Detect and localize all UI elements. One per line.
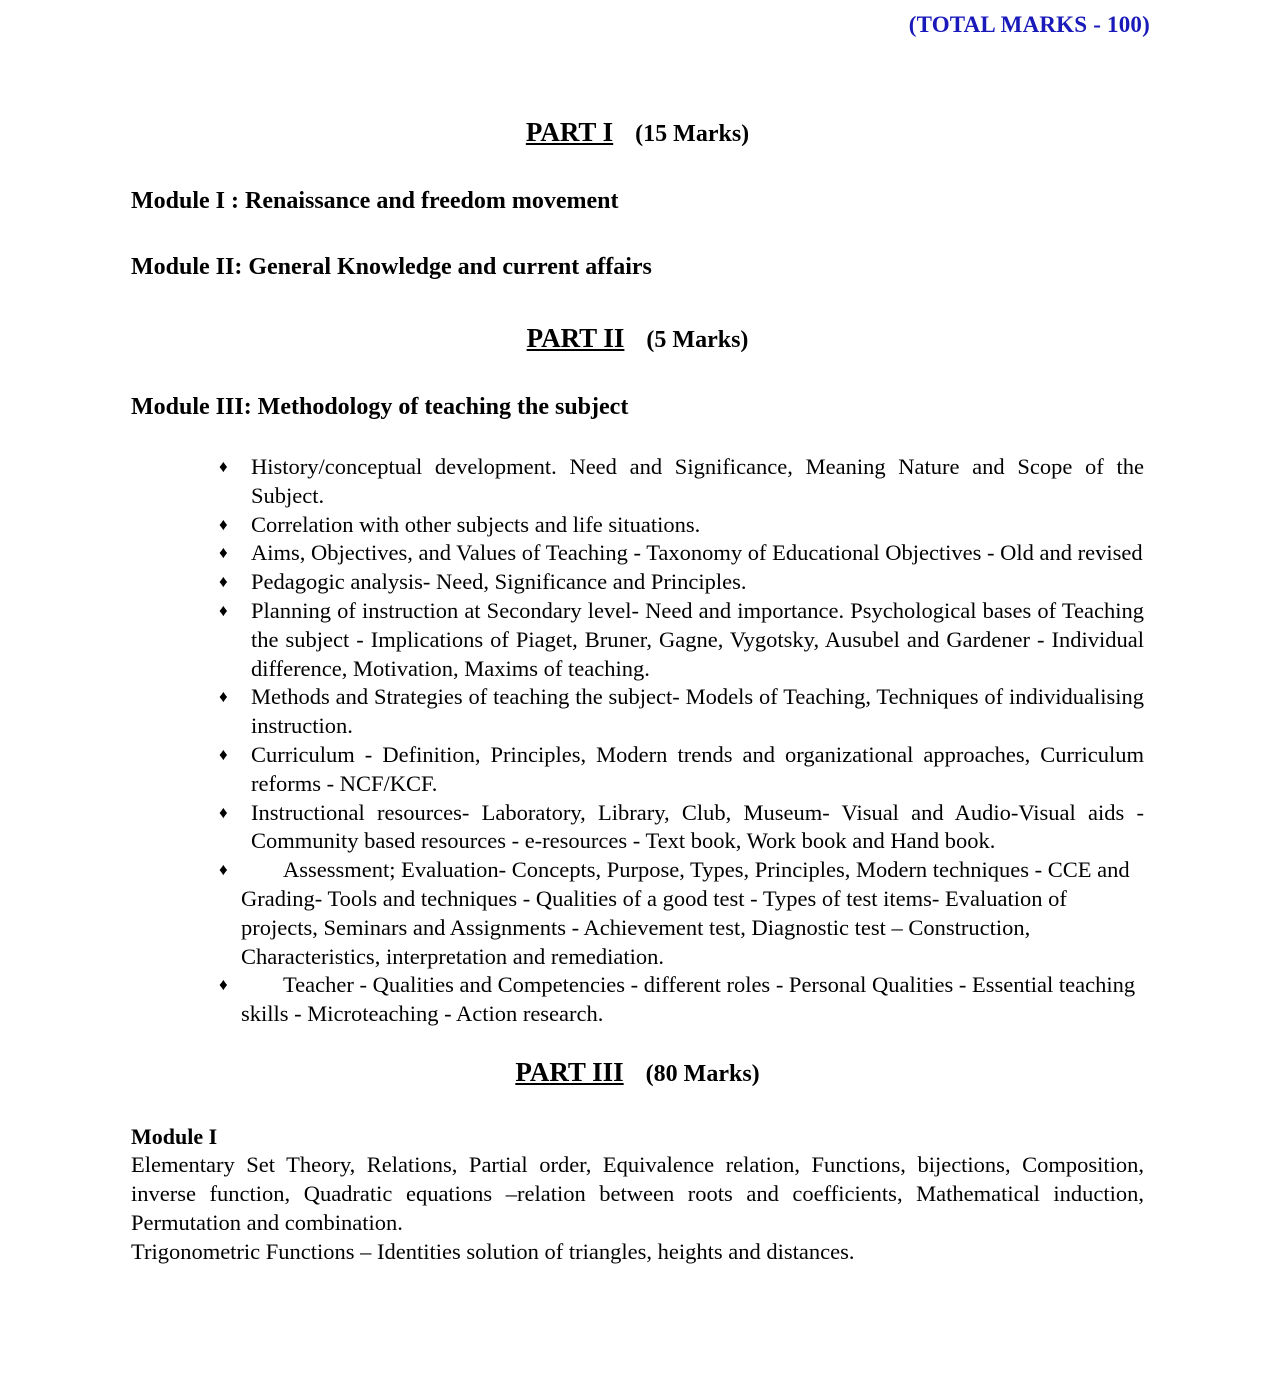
list-item: [131, 568, 1144, 597]
part-2-marks: (5 Marks): [646, 327, 749, 353]
part-1-marks: (15 Marks): [635, 121, 750, 147]
diamond-bullet-icon: ♦: [219, 975, 228, 995]
module-1-heading: Module I : Renaissance and freedom movement: [131, 188, 619, 214]
list-item-text: History/conceptual development. Need and Significance, Meaning Nature and Scope of the Subject.: [251, 454, 1144, 508]
diamond-bullet-icon: ♦: [219, 802, 228, 822]
part3-module-1-paragraph-2: Trigonometric Functions – Identities solution of triangles, heights and distances.: [131, 1238, 855, 1264]
diamond-bullet-icon: ♦: [219, 457, 228, 476]
list-item-text: Instructional resources- Laboratory, Library, Club, Museum- Visual and Audio-Visual aids - Community based resources - e-resources - Text book, Work book and Hand book.: [251, 799, 1144, 854]
part-3-marks: (80 Marks): [645, 1060, 760, 1087]
module-2-heading: Module II: General Knowledge and current affairs: [131, 254, 652, 280]
diamond-bullet-icon: ♦: [219, 514, 228, 534]
list-item-text: Assessment; Evaluation- Concepts, Purpose, Types, Principles, Modern techniques - CCE and Grading- Tools and techniques - Qualities of a good test - Types of test items- Evaluation of projects, Seminars and Assignments - Achievement test, Diagnostic test – Construction, Characteristics, interpretation and remediation.: [241, 857, 1130, 969]
list-item: [131, 683, 1144, 741]
part-3-label: PART III: [515, 1056, 624, 1087]
total-marks-label: (TOTAL MARKS - 100): [908, 12, 1150, 37]
methodology-bullet-list: [131, 453, 1144, 1029]
part-3-heading: [131, 1057, 1144, 1088]
list-item-text: Correlation with other subjects and life situations.: [251, 511, 701, 537]
diamond-bullet-icon: ♦: [219, 860, 228, 880]
part-2-heading: [131, 323, 1144, 354]
list-item-text: Methods and Strategies of teaching the subject- Models of Teaching, Techniques of individualising instruction.: [251, 684, 1144, 739]
list-item: [131, 511, 1144, 540]
list-item-text: Planning of instruction at Secondary level- Need and importance. Psychological bases of Teaching the subject - Implications of Piaget, Bruner, Gagne, Vygotsky, Ausubel and Gardener - Individual difference, Motivation, Maxims of teaching.: [251, 597, 1144, 681]
list-item-text: Teacher - Qualities and Competencies - different roles - Personal Qualities - Essential teaching skills - Microteaching - Action research.: [241, 972, 1136, 1027]
list-item: [131, 741, 1144, 799]
list-item-text: Aims, Objectives, and Values of Teaching - Taxonomy of Educational Objectives - Old and revised: [251, 540, 1143, 566]
part3-module-1-heading: Module I: [131, 1123, 218, 1149]
part-1-heading: [131, 117, 1144, 148]
document-content: [131, 0, 1144, 1266]
diamond-bullet-icon: ♦: [219, 572, 228, 592]
list-item: [131, 539, 1144, 568]
list-item: [131, 971, 1144, 1029]
list-item-text: Pedagogic analysis- Need, Significance and Principles.: [251, 569, 747, 595]
part3-module-1-paragraph-1: Elementary Set Theory, Relations, Partial order, Equivalence relation, Functions, bijections, Composition, inverse function, Quadratic equations –relation between roots and coefficients, Mathematical induction, Permutation and combination.: [131, 1151, 1144, 1235]
list-item: [131, 597, 1144, 683]
list-item: [131, 799, 1144, 857]
part-2-label: PART II: [526, 323, 625, 353]
part-1-label: PART I: [525, 117, 614, 147]
diamond-bullet-icon: ♦: [219, 600, 228, 620]
list-item: [131, 453, 1144, 511]
diamond-bullet-icon: ♦: [219, 744, 228, 764]
diamond-bullet-icon: ♦: [219, 687, 228, 707]
list-item-text: Curriculum - Definition, Principles, Modern trends and organizational approaches, Curriculum reforms - NCF/KCF.: [251, 741, 1144, 796]
list-item: [131, 856, 1144, 971]
module-3-heading: Module III: Methodology of teaching the subject: [131, 394, 629, 420]
diamond-bullet-icon: ♦: [219, 543, 228, 563]
